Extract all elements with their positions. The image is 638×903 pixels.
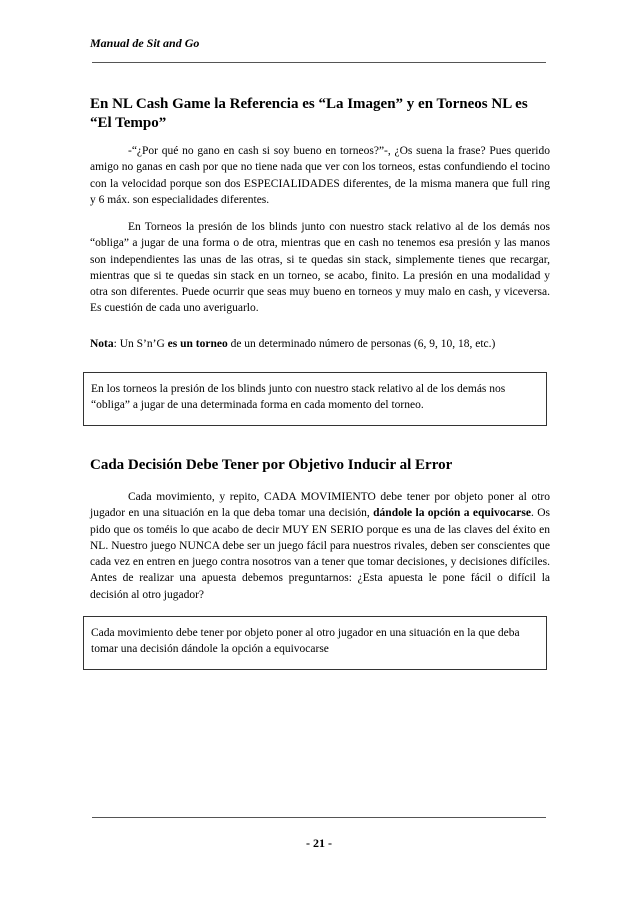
highlight-box-decision — [83, 616, 547, 670]
highlight-box-torneos — [83, 372, 547, 426]
running-header: Manual de Sit and Go — [90, 36, 200, 50]
note-text-post: de un determinado número de personas (6, 9, 10, 18, etc.) — [227, 338, 496, 350]
paragraph-cada-movimiento-post: . Os pido que os toméis lo que acabo de decir MUY EN SERIO porque es una de las claves del éxito en NL. Nuestro juego NUNCA debe ser un juego fácil para nuestros rivales, deben ser conscientes que cada vez en entren en juego contra nosotros van a tener que tomar decisiones, y decisiones difíciles. Antes de realizar una apuesta debemos preguntarnos: ¿Esta apuesta le pone fácil o difícil la decisión al otro jugador? — [90, 507, 551, 601]
paragraph-cash-question: -“¿Por qué no gano en cash si soy bueno en torneos?”-, ¿Os suena la frase? Pues querido amigo no ganas en cash por que no tiene nada que ver con los torneos, estas confundiendo el tocino con la velocidad porque son dos ESPECIALIDADES diferentes, de la misma manera que full ring y 6 máx. son especialidades diferentes. — [90, 145, 550, 206]
header-rule — [92, 62, 546, 63]
footer-rule — [92, 817, 546, 818]
paragraph-cada-movimiento-bold: dándole la opción a equivocarse — [373, 507, 531, 520]
page-number: - 21 - — [306, 836, 332, 850]
highlight-box-torneos-text: En los torneos la presión de los blinds junto con nuestro stack relativo al de los demás nos “obliga” a jugar de una determinada forma en cada momento del torneo. — [91, 383, 506, 412]
section-title-cash-vs-torneos: En NL Cash Game la Referencia es “La Imagen” y en Torneos NL es “El Tempo” — [90, 96, 528, 131]
paragraph-torneos-presion: En Torneos la presión de los blinds junto con nuestro stack relativo al de los demás nos “obliga” a jugar de una forma o de otra, mientras que en cash no tenemos esa presión y las manos son independientes las unas de las otras, si te quedas sin stack, simplemente tienes que recargar, mientras que si te quedas sin stack en un torneo, se acabo, finito. La presión en una modalidad y otra son diferentes. Puede ocurrir que seas muy bueno en torneos y muy malo en cash, y viceversa. Es cuestión de cada uno averiguarlo. — [90, 221, 550, 315]
note-text-bold: es un torneo — [167, 338, 228, 350]
note-text-pre: : Un S’n’G — [113, 338, 168, 350]
highlight-box-decision-text: Cada movimiento debe tener por objeto poner al otro jugador en una situación en la que deba tomar una decisión dándole la opción a equivocarse — [91, 627, 520, 656]
paragraph-cada-movimiento-pre: Cada movimiento, y repito, CADA MOVIMIENTO debe tener por objeto poner al otro jugador en una situación en la que deba tomar una decisión, — [90, 491, 550, 520]
paragraph-cada-movimiento — [90, 489, 550, 603]
note-paragraph — [90, 336, 550, 352]
note-label: Nota — [90, 338, 114, 350]
section-title-inducir-error: Cada Decisión Debe Tener por Objetivo Inducir al Error — [90, 457, 453, 473]
